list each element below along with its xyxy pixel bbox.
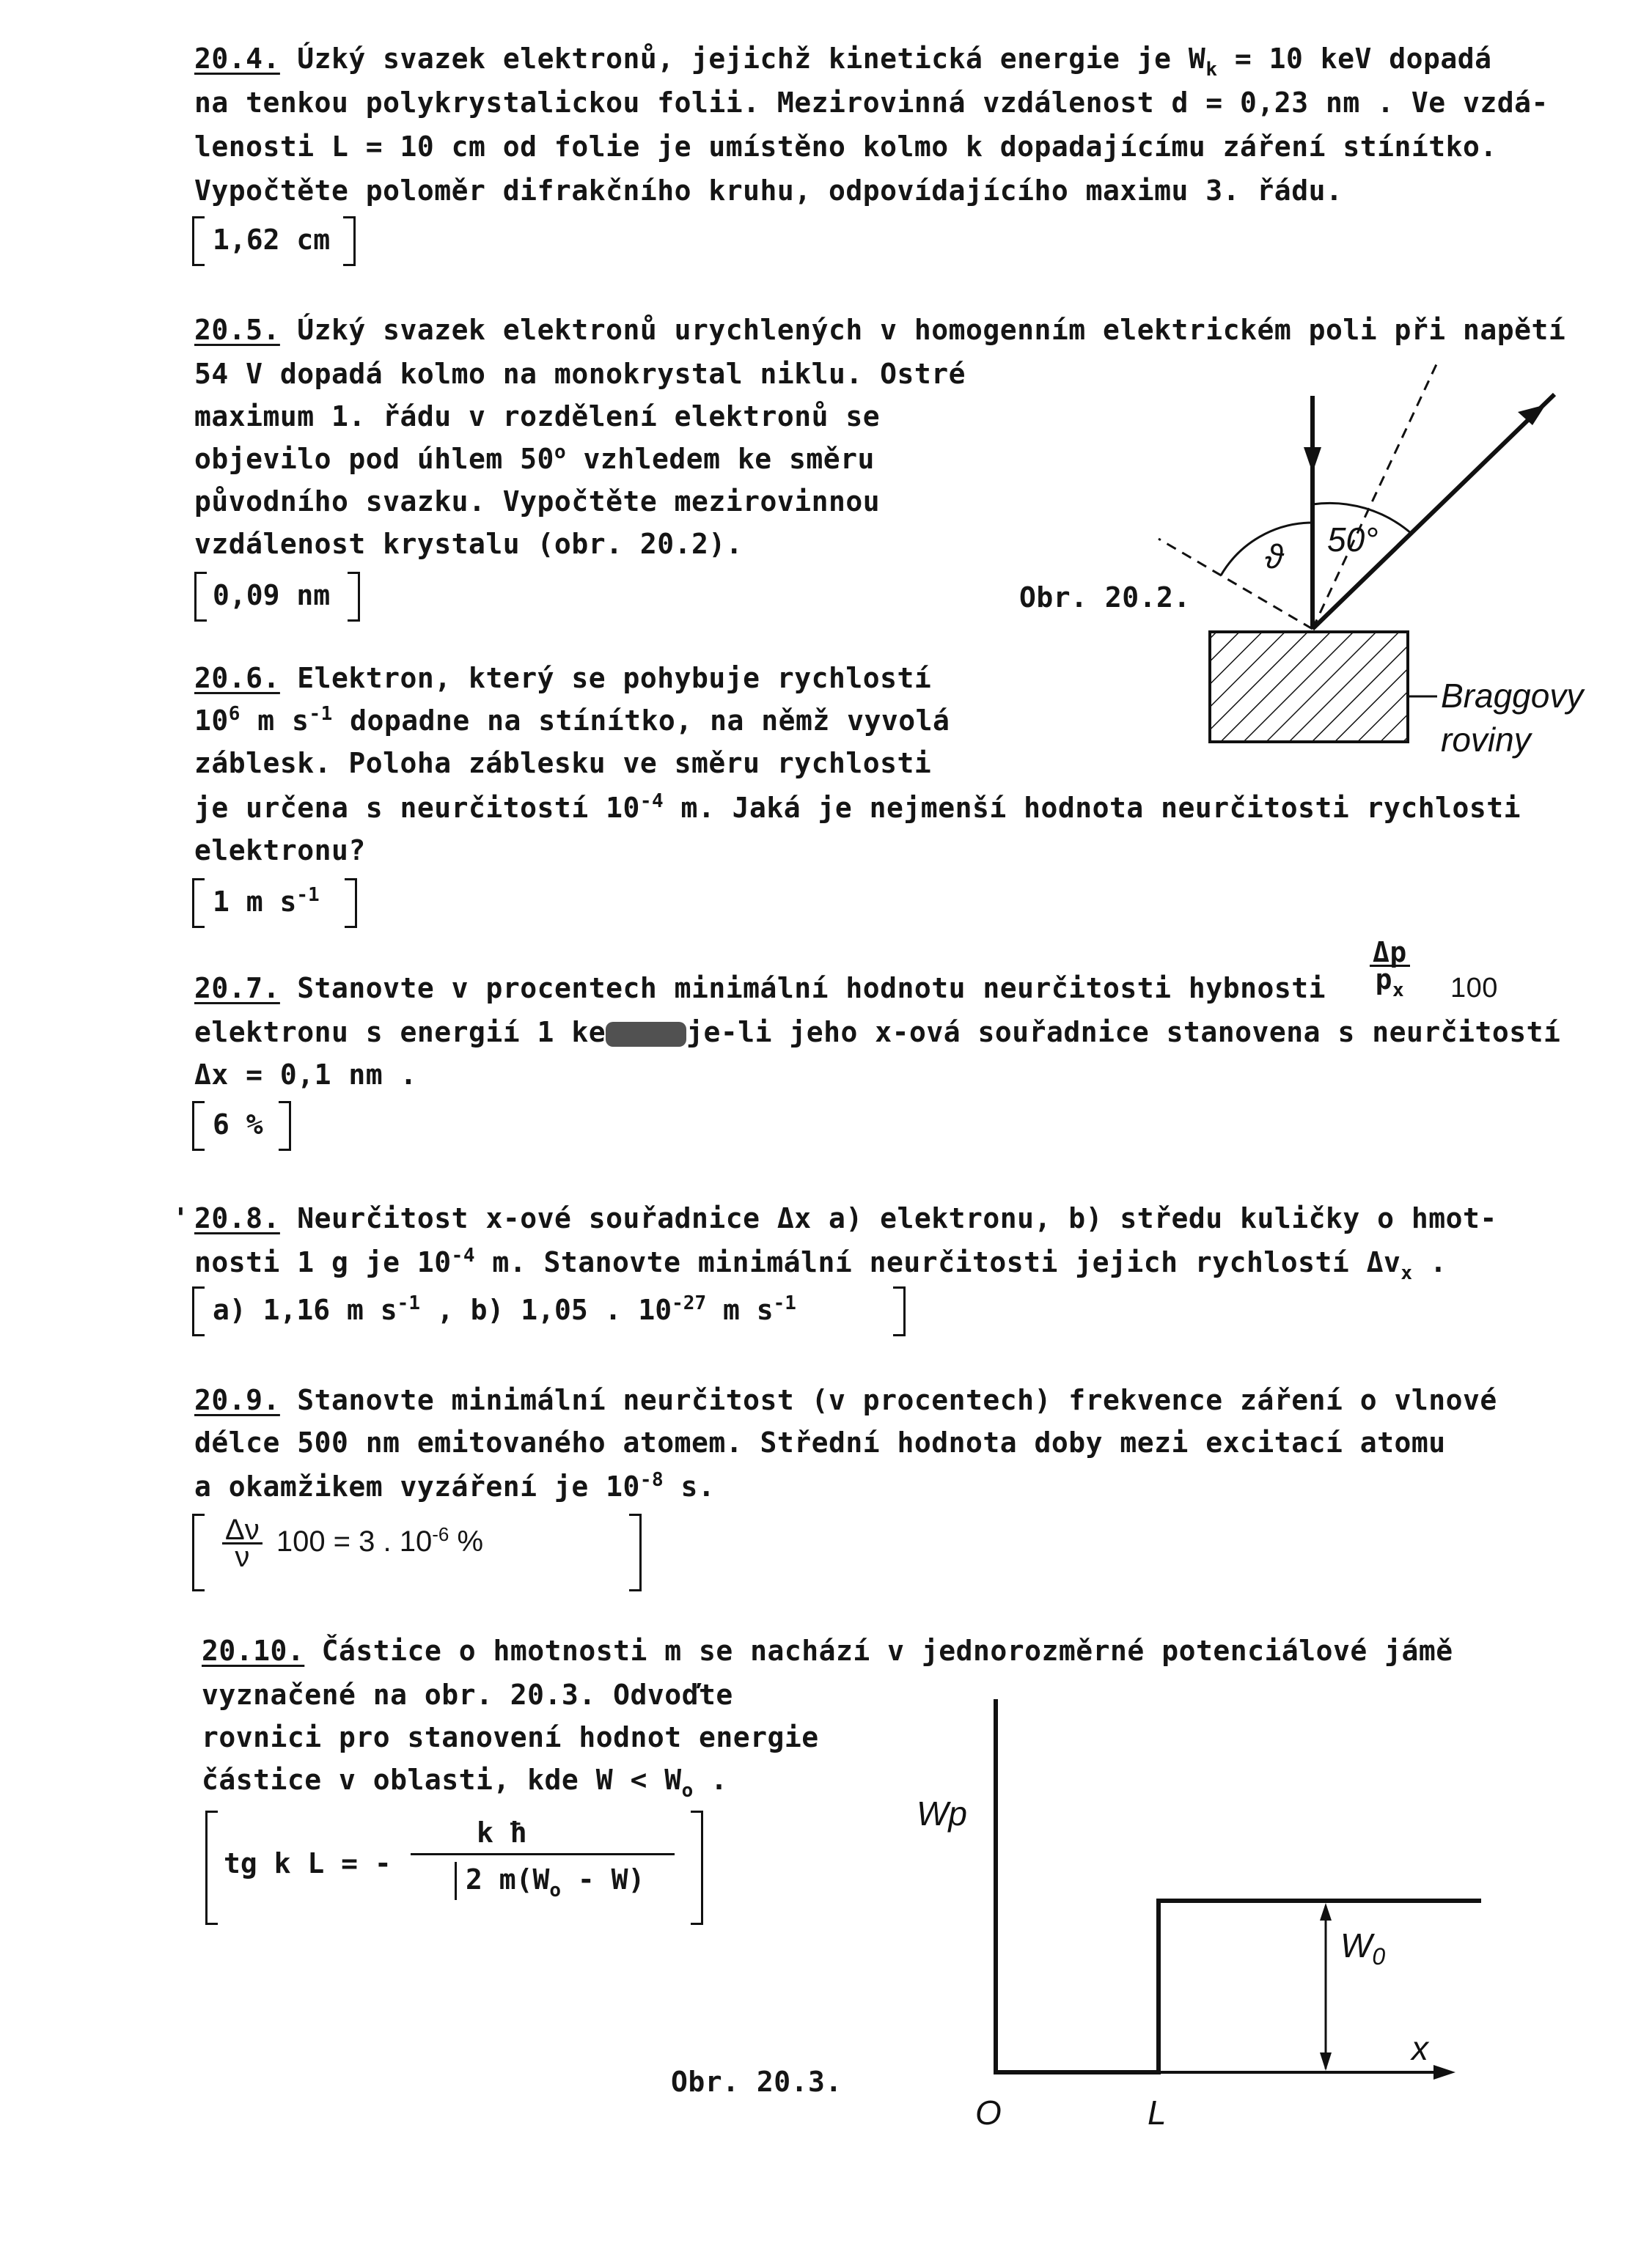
problem-20-6-line-1: 20.6. Elektron, který se pohybuje rychlostí (194, 662, 932, 694)
fraction-multiplier: 100 (1450, 973, 1498, 1004)
problem-20-4-line-3: lenosti L = 10 cm od folie je umístěno kolmo k dopadajícímu záření stínítko. (194, 130, 1497, 163)
answer-20-8: a) 1,16 m $s^{-1}$ , b) 1,05 . $10^{-27}$ m $s^{-1}$ (213, 1292, 796, 1326)
problem-20-5-line-1: 20.5. Úzký svazek elektronů urychlených v homogenním elektrickém poli při napětí (194, 314, 1566, 346)
problem-number: 20.7. (194, 972, 280, 1004)
problem-20-6-line-5: elektronu? (194, 834, 366, 866)
figure-20-3-caption: Obr. 20.3. (671, 2066, 842, 2098)
y-axis-label: Wp (917, 1794, 967, 1833)
answer-20-7: 6 % (213, 1108, 263, 1141)
problem-20-9-line-1: 20.9. Stanovte minimální neurčitost (v procentech) frekvence záření o vlnové (194, 1384, 1497, 1416)
x-axis-label: x (1411, 2029, 1428, 2067)
problem-20-9-line-3: a okamžikem vyzáření je $10^{-8}$ s. (194, 1469, 716, 1503)
crystal-block (1210, 632, 1408, 742)
problem-20-8-line-2: nosti 1 g je $10^{-4}$ m. Stanovte minimální neurčitosti jejich rychlostí $\Delta v_x$ . (194, 1245, 1447, 1284)
figure-20-2-caption: Obr. 20.2. (1019, 581, 1191, 614)
bragg-plane-dashed-left (1159, 539, 1313, 629)
problem-20-5-line-4: objevilo pod úhlem 50$^o$ vzhledem ke směru (194, 441, 875, 475)
problem-20-6-line-2: $10^6$ m $s^{-1}$ dopadne na stínítko, na němž vyvolá (194, 703, 950, 737)
answer-20-5: 0,09 nm (213, 579, 331, 611)
potential-step (996, 1901, 1481, 2072)
answer-20-4: 1,62 cm (213, 224, 331, 256)
answer-20-10-numerator: k ħ (477, 1816, 527, 1849)
answer-20-10-denominator: 2 $m(W_o - W)$ (466, 1863, 645, 1901)
margin-tick: ' (172, 1202, 190, 1234)
answer-20-10-lhs: tg k L = - (224, 1847, 392, 1879)
problem-20-10-line-2: vyznačené na obr. 20.3. Odvoďte (202, 1679, 733, 1711)
problem-20-10-line-3: rovnici pro stanovení hodnot energie (202, 1721, 819, 1753)
figure-20-2 (1159, 363, 1585, 759)
problem-number: 20.5. (194, 314, 280, 346)
w0-arrow-bottom (1320, 2052, 1332, 2071)
problem-20-7-line-1: 20.7. Stanovte v procentech minimální hodnotu neurčitosti hybnosti (194, 972, 1326, 1004)
diffracted-beam (1313, 394, 1554, 629)
problem-20-4-line-4: Vypočtěte poloměr difrakčního kruhu, odpovídajícího maximu 3. řádu. (194, 174, 1343, 207)
problem-20-9-line-2: délce 500 nm emitovaného atomem. Střední hodnota doby mezi excitací atomu (194, 1426, 1446, 1459)
problem-20-5-line-3: maximum 1. řádu v rozdělení elektronů se (194, 400, 881, 432)
problem-20-4-line-1: 20.4. Úzký svazek elektronů, jejichž kinetická energie je $W_k = 10$ keV dopadá (194, 43, 1492, 81)
incident-arrow-head (1304, 447, 1321, 473)
x-axis-arrow (1433, 2065, 1455, 2080)
problem-number: 20.6. (194, 662, 280, 694)
planes-label-1: Braggovy (1441, 677, 1584, 715)
problem-20-7-line-2: elektronu s energií 1 ke je-li jeho x-ová souřadnice stanovena s neurčitostí (194, 1016, 1561, 1048)
w0-arrow-top (1320, 1903, 1332, 1921)
problem-20-10-line-1: 20.10. Částice o hmotnosti m se nachází v jednorozměrné potenciálové jámě (202, 1635, 1453, 1667)
origin-label: O (975, 2094, 1002, 2132)
problem-number: 20.8. (194, 1202, 280, 1234)
planes-label-2: roviny (1441, 721, 1531, 759)
problem-20-5-line-6: vzdálenost krystalu (obr. 20.2). (194, 528, 744, 560)
answer-20-9: $\frac{\Delta\nu}{\nu}$ 100 = 3 . $10^{-6}$ % (216, 1517, 483, 1569)
l-label: L (1148, 2094, 1167, 2132)
problem-20-4-line-2: na tenkou polykrystalickou folii. Mezirovinná vzdálenost d = 0,23 nm . Ve vzdá- (194, 86, 1549, 119)
bragg-plane-dashed-normal (1313, 363, 1437, 629)
problem-20-5-line-2: 54 V dopadá kolmo na monokrystal niklu. Ostré (194, 358, 966, 390)
momentum-fraction: $\frac{\Delta p}{p_x}$ (1364, 940, 1416, 992)
w0-label: $W_0$ (1340, 1926, 1386, 1970)
problem-20-6-line-3: záblesk. Poloha záblesku ve směru rychlosti (194, 747, 932, 779)
figure-20-3 (917, 1699, 1481, 2132)
problem-20-10-line-4: částice v oblasti, kde $W < W_o$ . (202, 1764, 728, 1802)
problem-20-5-line-5: původního svazku. Vypočtěte mezirovinnou (194, 485, 881, 518)
theta-label: ϑ (1265, 537, 1284, 575)
diffracted-arrow-head (1518, 405, 1546, 425)
problem-number: 20.4. (194, 43, 280, 75)
problem-20-6-line-4: je určena s neurčitostí $10^{-4}$ m. Jaká je nejmenší hodnota neurčitosti rychlosti (194, 790, 1521, 824)
problem-20-7-line-3: Δx = 0,1 nm . (194, 1058, 417, 1091)
problem-number: 20.10. (202, 1635, 305, 1667)
problem-20-8-line-1: 20.8. Neurčitost x-ové souřadnice Δx a) elektronu, b) středu kuličky o hmot- (194, 1202, 1497, 1234)
angle-label-50: 50° (1327, 520, 1378, 559)
answer-20-6: 1 m $s^{-1}$ (213, 884, 320, 918)
problem-number: 20.9. (194, 1384, 280, 1416)
